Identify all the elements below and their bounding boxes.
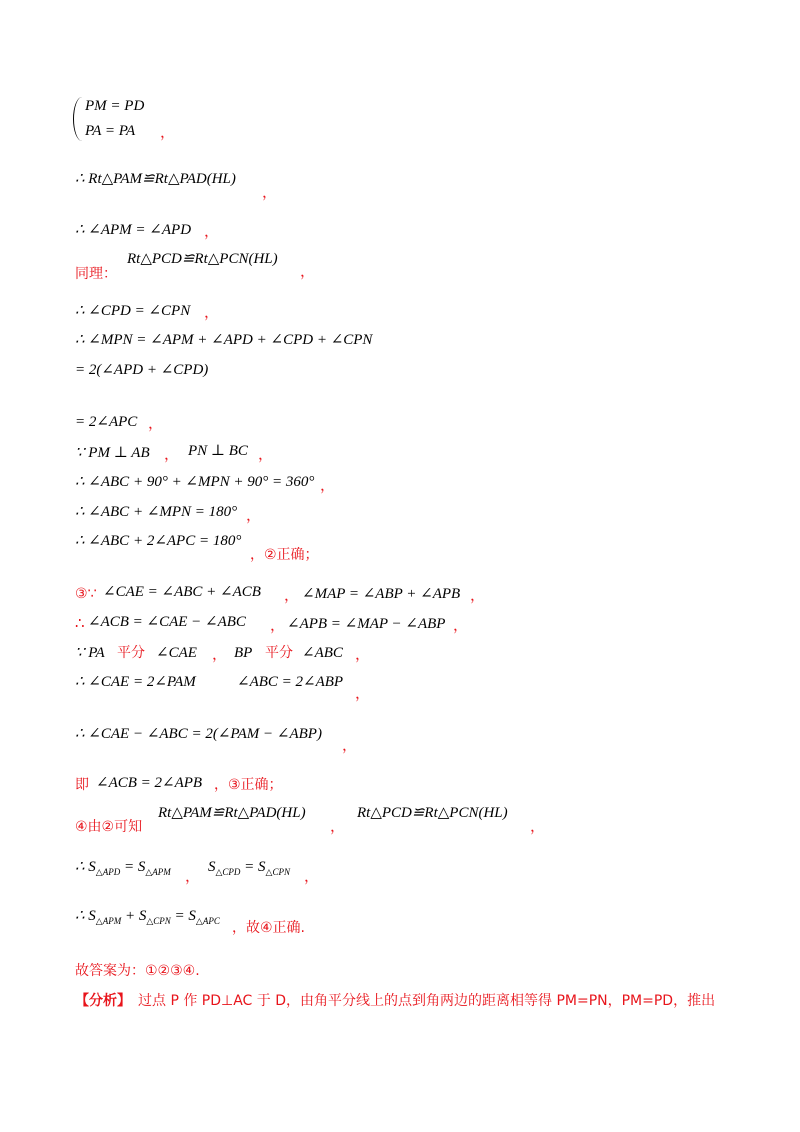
punctuation: ， xyxy=(355,647,371,663)
subscript: △CPN xyxy=(146,916,171,926)
congruence-line: ∴ Rt△PAM≌Rt△PAD(HL) xyxy=(75,171,236,187)
subscript: △CPD xyxy=(215,867,241,877)
math-term: S xyxy=(208,859,216,875)
punctuation: ， xyxy=(148,416,164,432)
therefore-symbol: ∴ xyxy=(75,616,85,632)
angle-equation: ∠ACB = 2∠APB xyxy=(96,775,203,791)
punctuation: ， xyxy=(320,478,336,494)
punctuation: ， xyxy=(185,869,201,885)
namely-label: 即 xyxy=(75,777,89,793)
punctuation: ， xyxy=(530,819,546,835)
angle-sum-equation: = 2(∠APD + ∠CPD) xyxy=(75,362,209,378)
congruence-line: Rt△PAM≌Rt△PAD(HL) xyxy=(158,805,306,821)
equation-line: PM = PD xyxy=(85,98,145,114)
punctuation: ， xyxy=(453,618,469,634)
item-four-label: ④由②可知 xyxy=(75,819,143,835)
math-term: ∴ S xyxy=(75,859,96,875)
item-marker: ③∵ xyxy=(75,586,97,602)
perpendicular-condition: ∵ PM ⊥ AB xyxy=(75,445,150,461)
bisector-condition: ∠CAE xyxy=(156,645,197,661)
bisector-condition: BP xyxy=(234,645,253,661)
subscript: △APC xyxy=(195,916,220,926)
area-equation xyxy=(75,858,171,881)
exterior-angle-equation: ∠MAP = ∠ABP + ∠APB xyxy=(302,586,461,602)
punctuation: ， xyxy=(204,305,220,321)
math-term: + S xyxy=(121,908,147,924)
equation-line: PA = PA xyxy=(85,123,136,139)
perpendicular-condition: PN ⊥ BC xyxy=(188,443,248,459)
analysis-text: 过点 P 作 PD⊥AC 于 D，由角平分线上的点到角两边的距离相等得 PM=PN，PM=PD，推出 xyxy=(138,993,716,1009)
angle-difference-equation: ∴ ∠CAE − ∠ABC = 2(∠PAM − ∠ABP) xyxy=(75,726,322,742)
punctuation: ， xyxy=(164,447,180,463)
punctuation: ， xyxy=(330,819,346,835)
angle-sum-equation: ∴ ∠MPN = ∠APM + ∠APD + ∠CPD + ∠CPN xyxy=(75,332,373,348)
conclusion-note: ，②正确； xyxy=(250,547,319,563)
system-brace xyxy=(73,97,83,141)
area-sum-equation xyxy=(75,907,220,930)
similarly-label: 同理： xyxy=(75,266,117,282)
punctuation: ， xyxy=(355,686,371,702)
math-term: = S xyxy=(240,859,266,875)
punctuation: ， xyxy=(258,447,274,463)
angle-sum-equation: ∴ ∠ABC + 2∠APC = 180° xyxy=(75,533,242,549)
math-term: ∴ S xyxy=(75,908,96,924)
punctuation: ， xyxy=(470,588,486,604)
subscript: △APM xyxy=(145,867,171,877)
exterior-angle-equation: ∠CAE = ∠ABC + ∠ACB xyxy=(103,584,261,600)
angle-difference-equation: ∠ACB = ∠CAE − ∠ABC xyxy=(88,614,246,630)
punctuation: ， xyxy=(342,738,358,754)
congruence-line: Rt△PCD≌Rt△PCN(HL) xyxy=(357,805,508,821)
math-term: = S xyxy=(120,859,146,875)
punctuation: ， xyxy=(262,185,278,201)
angle-equation: ∴ ∠CPD = ∠CPN xyxy=(75,303,191,319)
punctuation: ， xyxy=(212,647,228,663)
subscript: △APM xyxy=(95,916,122,926)
angle-sum-equation: ∴ ∠ABC + 90° + ∠MPN + 90° = 360° xyxy=(75,474,315,490)
answer-line: 故答案为：①②③④. xyxy=(75,963,200,979)
angle-equation: ∴ ∠APM = ∠APD xyxy=(75,222,192,238)
conclusion-note: ，③正确； xyxy=(214,777,283,793)
punctuation: ， xyxy=(204,224,220,240)
congruence-line: Rt△PCD≌Rt△PCN(HL) xyxy=(127,251,278,267)
bisector-condition: ∠ABC xyxy=(302,645,343,661)
area-equation xyxy=(208,858,290,881)
angle-equation: = 2∠APC xyxy=(75,414,138,430)
punctuation: ， xyxy=(304,869,320,885)
punctuation: ， xyxy=(284,588,300,604)
subscript: △APD xyxy=(95,867,121,877)
angle-difference-equation: ∠APB = ∠MAP − ∠ABP xyxy=(287,616,446,632)
bisector-condition: ∵ PA xyxy=(75,645,105,661)
punctuation: ， xyxy=(246,508,262,524)
conclusion-note: ，故④正确. xyxy=(232,920,306,936)
bisect-word: 平分 xyxy=(117,645,145,661)
punctuation: ， xyxy=(270,618,286,634)
subscript: △CPN xyxy=(265,867,290,877)
math-term: = S xyxy=(170,908,196,924)
punctuation: ， xyxy=(300,264,316,280)
angle-sum-equation: ∴ ∠ABC + ∠MPN = 180° xyxy=(75,504,238,520)
angle-equation: ∴ ∠CAE = 2∠PAM xyxy=(75,674,196,690)
bisect-word: 平分 xyxy=(265,645,293,661)
punctuation: ， xyxy=(160,125,176,141)
analysis-tag: 【分析】 xyxy=(75,993,131,1009)
angle-equation: ∠ABC = 2∠ABP xyxy=(237,674,344,690)
